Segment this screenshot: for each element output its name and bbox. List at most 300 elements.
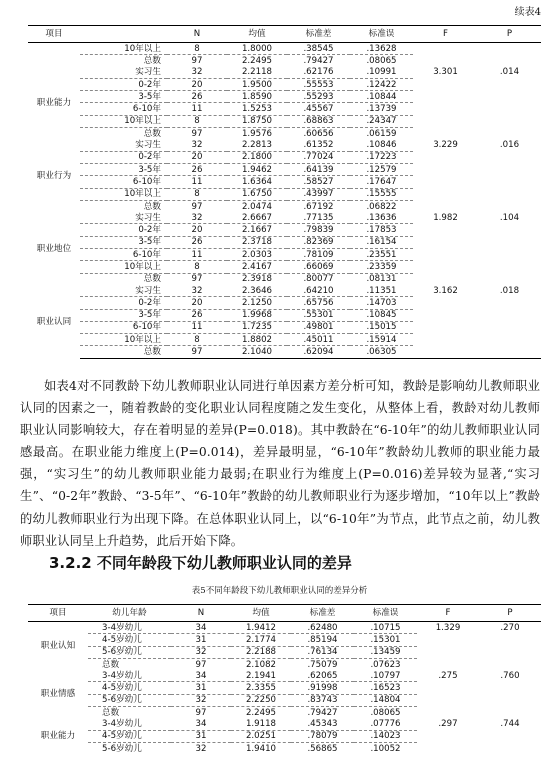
table-row [28, 285, 541, 297]
row-label: 0-2年 [80, 78, 167, 90]
table-row [28, 224, 541, 236]
cell-value: .64210 [287, 285, 350, 297]
table-row [28, 139, 541, 151]
empty-cell [478, 200, 541, 212]
cell-value: .61352 [287, 139, 350, 151]
cell-value: 11 [167, 176, 227, 188]
empty-cell [478, 163, 541, 175]
cell-value: 20 [167, 151, 227, 163]
row-label: 实习生 [80, 285, 167, 297]
table-row [28, 249, 541, 261]
cell-value: 97 [191, 55, 203, 66]
empty-cell [479, 694, 541, 706]
row-label: 4-5岁幼儿 [88, 634, 171, 646]
group-label: 职业地位 [36, 243, 72, 254]
table-row [28, 321, 541, 333]
column-header: 项目 [28, 26, 80, 43]
cell-value: .45567 [287, 103, 350, 115]
row-label: 3-5年 [80, 91, 167, 103]
group-label: 职业行为 [36, 170, 72, 181]
cell-value: .17647 [350, 176, 413, 188]
empty-cell [417, 707, 479, 719]
cell-value: .10846 [350, 139, 413, 151]
row-label: 0-2年 [80, 151, 167, 163]
cell-value: .24347 [350, 115, 413, 127]
table-5 [28, 604, 541, 754]
row-label: 5-6岁幼儿 [88, 694, 171, 706]
group-label: 职业情感 [40, 689, 76, 700]
row-label: 3-5年 [80, 163, 167, 175]
column-header: N [171, 605, 231, 622]
f-value: 3.301 [433, 67, 458, 78]
row-label: 6-10年 [80, 176, 167, 188]
cell-value: 1.9462 [227, 163, 287, 175]
f-value: 1.329 [435, 622, 461, 633]
cell-value: .80077 [303, 274, 334, 285]
cell-value: 26 [167, 163, 227, 175]
table-row [28, 297, 541, 309]
section-heading: 3.2.2 不同年龄段下幼儿教师职业认同的差异 [49, 554, 352, 572]
cell-value: 2.3918 [241, 274, 273, 285]
cell-value: 1.9576 [241, 128, 273, 139]
empty-cell [478, 151, 541, 163]
row-label: 实习生 [80, 139, 167, 151]
cell-value: 26 [167, 91, 227, 103]
row-label: 4-5岁幼儿 [88, 730, 171, 742]
cell-value: 97 [195, 659, 207, 670]
p-value: .014 [499, 67, 520, 78]
empty-cell [417, 658, 479, 670]
cell-value: 2.6667 [227, 212, 287, 224]
empty-cell [478, 236, 541, 248]
cell-value: .56865 [307, 743, 338, 754]
cell-value: .13739 [350, 103, 413, 115]
group-label: 职业认同 [36, 316, 72, 327]
table-row [28, 694, 541, 706]
row-label: 5-6岁幼儿 [88, 646, 171, 658]
row-label: 总数 [143, 274, 161, 285]
empty-cell [413, 309, 478, 321]
cell-value: 8 [167, 115, 227, 127]
row-label: 3-4岁幼儿 [88, 718, 171, 730]
row-label: 0-2年 [80, 224, 167, 236]
cell-value: 2.1040 [227, 346, 287, 358]
empty-cell [413, 346, 478, 358]
cell-value: .62480 [291, 622, 354, 634]
cell-value: .16523 [354, 682, 417, 694]
column-header: 标准误 [350, 26, 413, 43]
row-label: 总数 [143, 128, 161, 139]
cell-value: .15301 [354, 634, 417, 646]
cell-value: 2.3355 [231, 682, 291, 694]
cell-value: .11351 [350, 285, 413, 297]
row-label: 实习生 [80, 67, 167, 79]
table-row [28, 200, 541, 212]
cell-value: 34 [171, 622, 231, 634]
row-label: 10年以上 [80, 188, 167, 200]
cell-value: .78079 [291, 730, 354, 742]
cell-value: 2.0251 [231, 730, 291, 742]
cell-value: .77135 [287, 212, 350, 224]
row-label: 总数 [102, 659, 120, 670]
cell-value: .49801 [287, 321, 350, 333]
cell-value: .76134 [291, 646, 354, 658]
empty-cell [413, 128, 478, 140]
cell-value: .14023 [354, 730, 417, 742]
empty-cell [413, 273, 478, 285]
cell-value: 2.2118 [227, 67, 287, 79]
row-label: 总数 [102, 707, 120, 718]
empty-cell [478, 273, 541, 285]
empty-cell [478, 334, 541, 346]
f-value: 3.229 [433, 140, 458, 151]
empty-cell [413, 334, 478, 346]
empty-cell [478, 346, 541, 358]
cell-value: .10797 [354, 670, 417, 682]
cell-value: .15555 [350, 188, 413, 200]
empty-cell [478, 78, 541, 90]
cell-value: .91998 [291, 682, 354, 694]
column-header: 标准误 [354, 605, 417, 622]
cell-value: 2.2495 [245, 707, 277, 718]
table-row [28, 334, 541, 346]
cell-value: 32 [171, 646, 231, 658]
cell-value: .06822 [366, 201, 397, 212]
table-row [28, 634, 541, 646]
column-header: F [413, 26, 478, 43]
cell-value: .60656 [303, 128, 334, 139]
cell-value: 32 [167, 139, 227, 151]
column-header: 项目 [28, 605, 88, 622]
empty-cell [478, 103, 541, 115]
row-label: 10年以上 [80, 261, 167, 273]
empty-cell [413, 151, 478, 163]
column-header: F [417, 605, 479, 622]
table-row [28, 670, 541, 682]
cell-value: .12422 [350, 78, 413, 90]
cell-value: 2.0474 [241, 201, 273, 212]
cell-value: 1.6364 [227, 176, 287, 188]
empty-cell [413, 321, 478, 333]
cell-value: 34 [171, 670, 231, 682]
cell-value: .08065 [370, 707, 401, 718]
empty-cell [478, 249, 541, 261]
p-value: .744 [500, 719, 520, 730]
table-row [28, 212, 541, 224]
empty-cell [479, 658, 541, 670]
empty-cell [478, 224, 541, 236]
cell-value: .07623 [370, 659, 401, 670]
empty-cell [417, 682, 479, 694]
empty-cell [417, 646, 479, 658]
cell-value: .83743 [291, 694, 354, 706]
cell-value: .43997 [287, 188, 350, 200]
cell-value: .55301 [287, 309, 350, 321]
empty-cell [479, 634, 541, 646]
row-label: 实习生 [80, 212, 167, 224]
cell-value: .10052 [370, 743, 401, 754]
cell-value: 1.9118 [231, 718, 291, 730]
f-value: 3.162 [433, 285, 458, 296]
table-row [28, 273, 541, 285]
cell-value: 2.2188 [231, 646, 291, 658]
empty-cell [478, 297, 541, 309]
empty-cell [479, 730, 541, 742]
row-label: 总数 [143, 201, 161, 212]
cell-value: 11 [167, 103, 227, 115]
cell-value: 2.3646 [227, 285, 287, 297]
cell-value: 2.1667 [227, 224, 287, 236]
column-header: 标准差 [287, 26, 350, 43]
empty-cell [413, 55, 478, 67]
cell-value: .55293 [287, 91, 350, 103]
row-label: 6-10年 [80, 321, 167, 333]
cell-value: 2.2495 [241, 55, 273, 66]
cell-value: .13636 [350, 212, 413, 224]
cell-value: .10845 [350, 309, 413, 321]
empty-cell [413, 115, 478, 127]
table-row [28, 742, 541, 754]
cell-value: .79427 [303, 55, 334, 66]
cell-value: .14804 [354, 694, 417, 706]
table-row [28, 646, 541, 658]
row-label: 3-4岁幼儿 [88, 622, 171, 634]
cell-value: .10715 [354, 622, 417, 634]
table-4-continued [28, 25, 541, 359]
cell-value: .64139 [287, 163, 350, 175]
empty-cell [417, 742, 479, 754]
table-row [28, 163, 541, 175]
cell-value: 1.6750 [227, 188, 287, 200]
cell-value: 8 [167, 188, 227, 200]
cell-value: 31 [171, 730, 231, 742]
cell-value: .79427 [307, 707, 338, 718]
table-row [28, 67, 541, 79]
empty-cell [413, 261, 478, 273]
table-row [28, 43, 541, 55]
cell-value: 97 [191, 201, 203, 212]
empty-cell [413, 78, 478, 90]
table-row [28, 91, 541, 103]
cell-value: .45011 [287, 334, 350, 346]
cell-value: 31 [171, 634, 231, 646]
cell-value: 2.2813 [227, 139, 287, 151]
cell-value: .17223 [350, 151, 413, 163]
row-label: 6-10年 [80, 249, 167, 261]
cell-value: .78109 [287, 249, 350, 261]
p-value: .016 [499, 140, 520, 151]
cell-value: .75079 [307, 659, 338, 670]
cell-value: 2.0303 [227, 249, 287, 261]
cell-value: 2.4167 [227, 261, 287, 273]
cell-value: .38545 [287, 43, 350, 55]
header-row [28, 26, 541, 43]
p-value: .104 [499, 213, 520, 224]
cell-value: 2.1800 [227, 151, 287, 163]
empty-cell [479, 646, 541, 658]
empty-cell [413, 91, 478, 103]
empty-cell [479, 742, 541, 754]
row-label: 4-5岁幼儿 [88, 682, 171, 694]
column-header: N [167, 26, 227, 43]
empty-cell [479, 682, 541, 694]
cell-value: 8 [167, 261, 227, 273]
column-header: P [479, 605, 541, 622]
cell-value: .55553 [287, 78, 350, 90]
column-header: 幼儿年龄 [88, 605, 171, 622]
cell-value: 26 [167, 236, 227, 248]
table-row [28, 115, 541, 127]
cell-value: 20 [167, 297, 227, 309]
f-value: .275 [438, 671, 458, 682]
cell-value: .07776 [354, 718, 417, 730]
cell-value: .06159 [366, 128, 397, 139]
column-header [80, 26, 167, 43]
empty-cell [417, 694, 479, 706]
row-label: 3-5年 [80, 236, 167, 248]
empty-cell [413, 163, 478, 175]
table-row [28, 176, 541, 188]
cell-value: 32 [167, 212, 227, 224]
table-row [28, 78, 541, 90]
table-row [28, 151, 541, 163]
group-label: 职业认知 [40, 641, 76, 652]
empty-cell [478, 321, 541, 333]
table-row [28, 309, 541, 321]
f-value [413, 43, 478, 55]
row-label: 0-2年 [80, 297, 167, 309]
cell-value: 32 [167, 67, 227, 79]
table-row [28, 103, 541, 115]
table-row [28, 128, 541, 140]
empty-cell [417, 634, 479, 646]
table-row [28, 188, 541, 200]
column-header: P [478, 26, 541, 43]
cell-value: 26 [167, 309, 227, 321]
cell-value: .65756 [287, 297, 350, 309]
row-label: 10年以上 [80, 334, 167, 346]
empty-cell [413, 103, 478, 115]
group-label [28, 43, 80, 67]
cell-value: 2.1082 [245, 659, 277, 670]
empty-cell [413, 188, 478, 200]
p-value: .270 [500, 622, 520, 633]
column-header: 标准差 [291, 605, 354, 622]
cell-value: .13459 [354, 646, 417, 658]
p-value: .760 [500, 671, 520, 682]
row-label: 总数 [143, 55, 161, 66]
table-row [28, 346, 541, 358]
cell-value: .45343 [291, 718, 354, 730]
cell-value: 1.8802 [227, 334, 287, 346]
empty-cell [478, 176, 541, 188]
cell-value: .85194 [291, 634, 354, 646]
cell-value: 1.5253 [227, 103, 287, 115]
cell-value: 2.2250 [231, 694, 291, 706]
cell-value: 32 [171, 694, 231, 706]
cell-value: 32 [195, 743, 207, 754]
row-label: 总数 [80, 346, 167, 358]
cell-value: .13628 [350, 43, 413, 55]
cell-value: 1.7235 [227, 321, 287, 333]
cell-value: 2.1941 [231, 670, 291, 682]
column-header: 均值 [231, 605, 291, 622]
table-5-caption: 表5不同年龄段下幼儿教师职业认同的差异分析 [191, 586, 368, 596]
p-value: .018 [499, 285, 520, 296]
cell-value: .08065 [366, 55, 397, 66]
f-value: .297 [438, 719, 458, 730]
cell-value: .15914 [350, 334, 413, 346]
table-row [28, 261, 541, 273]
row-label: 10年以上 [80, 115, 167, 127]
cell-value: .15015 [350, 321, 413, 333]
row-label: 6-10年 [80, 103, 167, 115]
cell-value: .62094 [287, 346, 350, 358]
table-row [28, 236, 541, 248]
cell-value: 2.1774 [231, 634, 291, 646]
empty-cell [478, 261, 541, 273]
cell-value: .66069 [287, 261, 350, 273]
cell-value: 31 [171, 682, 231, 694]
table-row [28, 730, 541, 742]
table-row [28, 707, 541, 719]
cell-value: 1.9410 [245, 743, 277, 754]
cell-value: 1.8590 [227, 91, 287, 103]
cell-value: 8 [167, 43, 227, 55]
row-label: 5-6岁幼儿 [102, 743, 142, 754]
p-value [478, 43, 541, 55]
cell-value: .58527 [287, 176, 350, 188]
cell-value: 34 [171, 718, 231, 730]
cell-value: 32 [167, 285, 227, 297]
cell-value: 97 [195, 707, 207, 718]
cell-value: 1.9500 [227, 78, 287, 90]
empty-cell [413, 176, 478, 188]
empty-cell [413, 249, 478, 261]
cell-value: .67192 [303, 201, 334, 212]
cell-value: 11 [167, 321, 227, 333]
cell-value: 2.1250 [227, 297, 287, 309]
cell-value: .08131 [366, 274, 397, 285]
empty-cell [479, 707, 541, 719]
empty-cell [478, 128, 541, 140]
cell-value: .16154 [350, 236, 413, 248]
cell-value: 2.3718 [227, 236, 287, 248]
empty-cell [478, 188, 541, 200]
table-row [28, 682, 541, 694]
cell-value: 1.9412 [231, 622, 291, 634]
column-header: 均值 [227, 26, 287, 43]
table-row [28, 622, 541, 634]
empty-cell [478, 55, 541, 67]
cell-value: .06305 [350, 346, 413, 358]
cell-value: .23551 [350, 249, 413, 261]
header-row [28, 605, 541, 622]
empty-cell [478, 115, 541, 127]
cell-value: .17853 [350, 224, 413, 236]
row-label: 3-4岁幼儿 [88, 670, 171, 682]
cell-value: .10844 [350, 91, 413, 103]
cell-value: 20 [167, 78, 227, 90]
cell-value: .14703 [350, 297, 413, 309]
cell-value: 1.8000 [227, 43, 287, 55]
cell-value: .23359 [350, 261, 413, 273]
cell-value: .68863 [287, 115, 350, 127]
row-label: 10年以上 [80, 43, 167, 55]
f-value: 1.982 [433, 213, 458, 224]
cell-value: 97 [191, 128, 203, 139]
cell-value: .79839 [287, 224, 350, 236]
